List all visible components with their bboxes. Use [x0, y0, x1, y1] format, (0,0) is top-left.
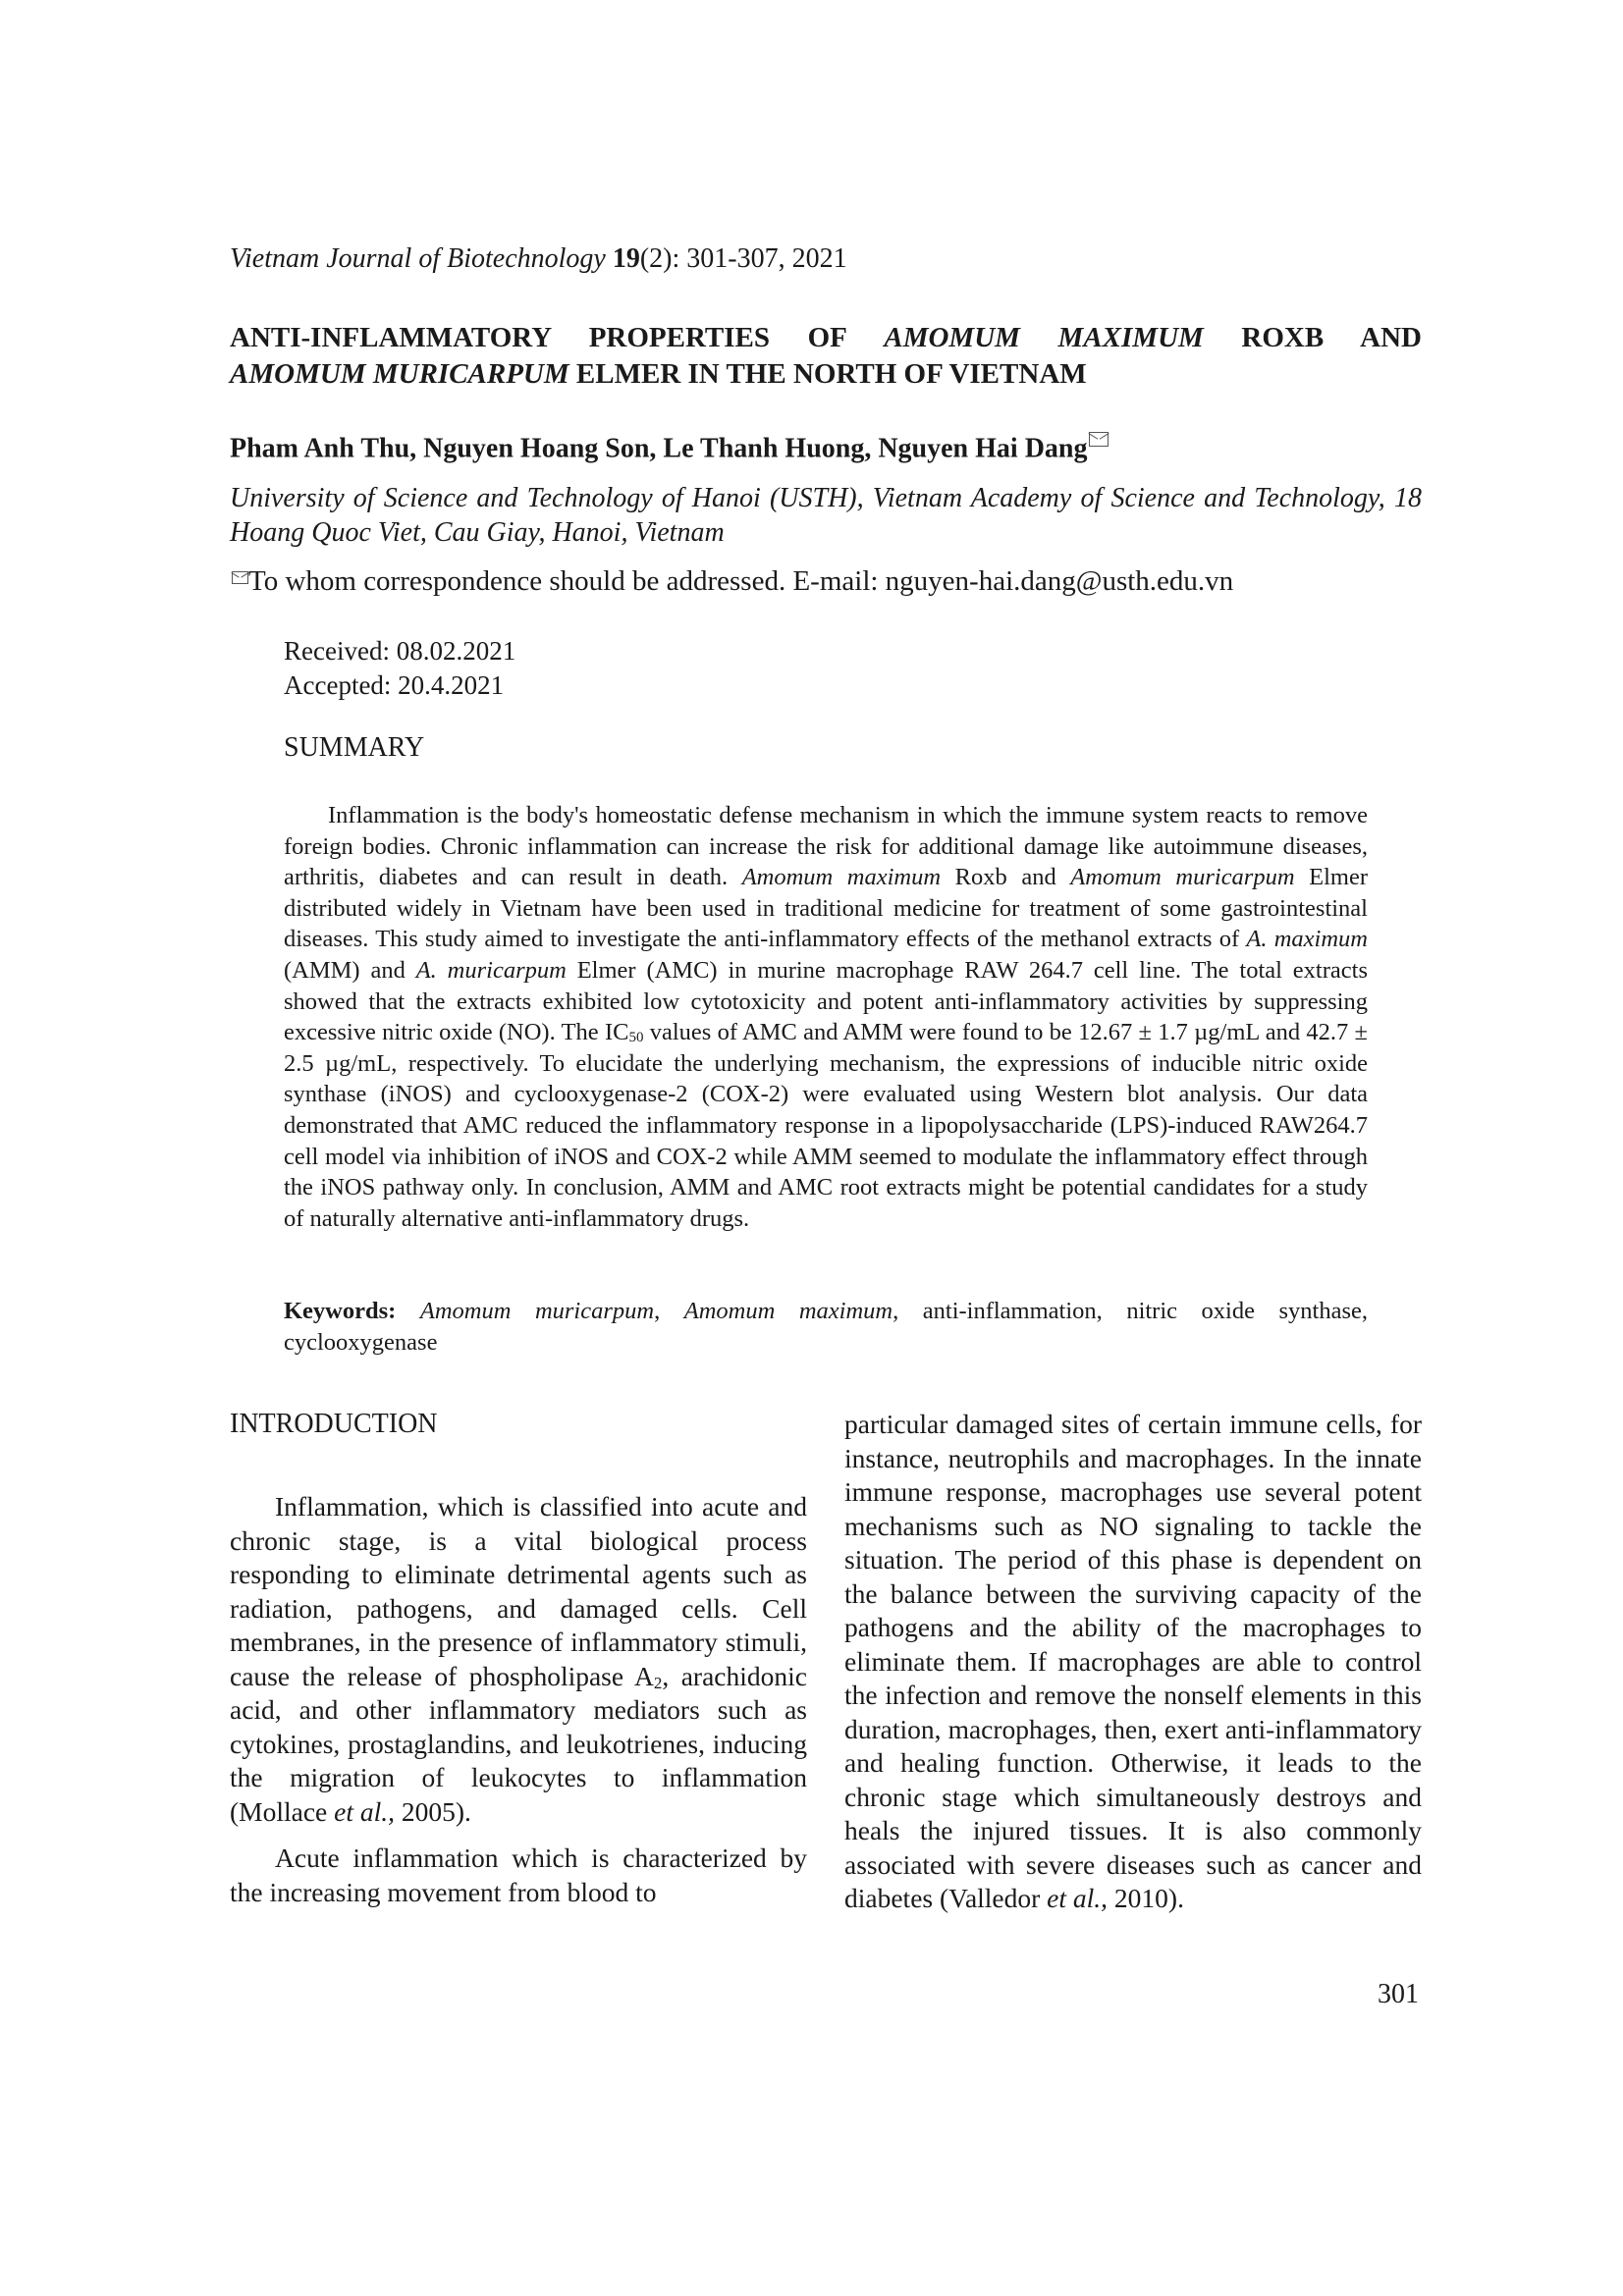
article-dates	[284, 634, 515, 703]
title-species-2: AMOMUM MURICARPUM	[230, 358, 569, 390]
title-line-2: AMOMUM MURICARPUM ELMER IN THE NORTH OF VIETNAM	[230, 358, 1087, 390]
intro-paragraph-2: Acute inflammation which is characterized by the increasing movement from blood to	[230, 1842, 807, 1907]
article-title	[230, 320, 1422, 393]
summary-heading: SUMMARY	[284, 732, 425, 763]
journal-issue-pages: (2): 301-307, 2021	[639, 243, 847, 274]
envelope-icon	[232, 571, 248, 584]
journal-header	[230, 243, 847, 275]
affiliation: University of Science and Technology of Hanoi (USTH), Vietnam Academy of Science and Technology, 18 Hoang Quoc Viet, Cau Giay, Hanoi, Vietnam	[230, 483, 1422, 548]
page-number: 301	[1378, 1979, 1419, 2009]
journal-volume: 19	[612, 243, 640, 274]
keywords: Keywords: Amomum muricarpum, Amomum maximum, anti-inflammation, nitric oxide synthase, cyclooxygenase	[284, 1298, 1369, 1356]
abstract-paragraph: Inflammation is the body's homeostatic defense mechanism in which the immune system reacts to remove foreign bodies. Chronic inflammation can increase the risk for additional damage like autoimmune diseases, arthritis, diabetes and can result in death. Amomum maximum Roxb and Amomum muricarpum Elmer distributed widely in Vietnam have been used in traditional medicine for treatment of some gastrointestinal diseases. This study aimed to investigate the anti-inflammatory effects of the methanol extracts of A. maximum (AMM) and A. muricarpum Elmer (AMC) in murine macrophage RAW 264.7 cell line. The total extracts showed that the extracts exhibited low cytotoxicity and potent anti-inflammatory activities by suppressing excessive nitric oxide (NO). The $IC_{50}$ values of AMC and AMM were found to be 12.67 ± 1.7 µg/mL and 42.7 ± 2.5 µg/mL, respectively. To elucidate the underlying mechanism, the expressions of inducible nitric oxide synthase (iNOS) and cyclooxygenase-2 (COX-2) were evaluated using Western blot analysis. Our data demonstrated that AMC reduced the inflammatory response in a lipopolysaccharide (LPS)-induced RAW264.7 cell model via inhibition of iNOS and COX-2 while AMM seemed to modulate the inflammatory effect through the iNOS pathway only. In conclusion, AMM and AMC root extracts might be potential candidates for a study of naturally alternative anti-inflammatory drugs.	[284, 802, 1369, 1232]
journal-name: Vietnam Journal of Biotechnology	[230, 243, 606, 274]
title-line-1: ANTI-INFLAMMATORY PROPERTIES OF AMOMUM MAXIMUM ROXB AND	[230, 322, 1423, 353]
author-list: Pham Anh Thu, Nguyen Hoang Son, Le Thanh Huong, Nguyen Hai Dang	[230, 432, 1109, 464]
body-column-right: particular damaged sites of certain immune cells, for instance, neutrophils and macrophages. In the innate immune response, macrophages use several potent mechanisms such as NO signaling to tackle the situation. The period of this phase is dependent on the balance between the surviving capacity of the pathogens and the ability of the macrophages to eliminate them. If macrophages are able to control the infection and remove the nonself elements in this duration, macrophages, then, exert anti-inflammatory and healing function. Otherwise, it leads to the chronic stage which simultaneously destroys and heals the injured tissues. It is also commonly associated with severe diseases such as cancer and diabetes (Valledor et al., 2010).	[844, 1409, 1422, 1913]
intro-paragraph-1: Inflammation, which is classified into acute and chronic stage, is a vital biological process responding to eliminate detrimental agents such as radiation, pathogens, and damaged cells. Cell membranes, in the presence of inflammatory stimuli, cause the release of phospholipase $A_2$, arachidonic acid, and other inflammatory mediators such as cytokines, prostaglandins, and leukotrienes, inducing the migration of leukocytes to inflammation (Mollace et al., 2005).	[230, 1491, 807, 1827]
envelope-icon	[1089, 432, 1109, 447]
introduction-heading: INTRODUCTION	[230, 1409, 438, 1439]
keywords-label: Keywords:	[284, 1298, 397, 1324]
title-species-1: AMOMUM MAXIMUM	[884, 322, 1204, 353]
accepted-date: Accepted: 20.4.2021	[284, 670, 505, 700]
received-date: Received: 08.02.2021	[284, 636, 516, 666]
correspondence-note	[230, 565, 1233, 598]
body-column-left	[230, 1490, 807, 1909]
correspondence-text: To whom correspondence should be addressed. E-mail: nguyen-hai.dang@usth.edu.vn	[248, 565, 1234, 597]
